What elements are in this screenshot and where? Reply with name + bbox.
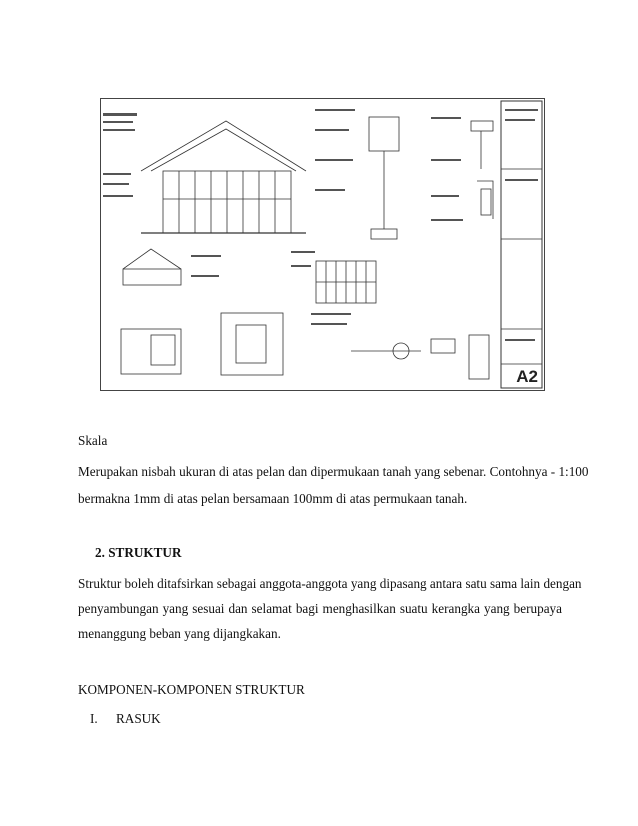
structure-line-2: penyambungan yang sesuai dan selamat bagi menghasilkan suatu kerangka yang berupaya <box>78 601 562 616</box>
scale-line-1: Merupakan nisbah ukuran di atas pelan dan dipermukaan tanah yang sebenar. Contohnya - 1:100 <box>78 464 589 479</box>
structure-heading: 2. STRUKTUR <box>95 545 182 560</box>
list-item-rasuk: RASUK <box>116 711 161 726</box>
structure-line-3: menanggung beban yang dijangkakan. <box>78 626 281 641</box>
scale-heading: Skala <box>78 433 108 448</box>
sheet-number: A2 <box>516 367 538 386</box>
components-heading: KOMPONEN-KOMPONEN STRUKTUR <box>78 682 305 697</box>
drawing-graphic <box>101 99 544 390</box>
list-item-numeral: I. <box>90 711 98 726</box>
structure-line-1: Struktur boleh ditafsirkan sebagai anggota-anggota yang dipasang antara satu sama lain dengan <box>78 576 582 591</box>
scale-line-2: bermakna 1mm di atas pelan bersamaan 100mm di atas permukaan tanah. <box>78 491 468 506</box>
architectural-drawing <box>100 98 545 391</box>
